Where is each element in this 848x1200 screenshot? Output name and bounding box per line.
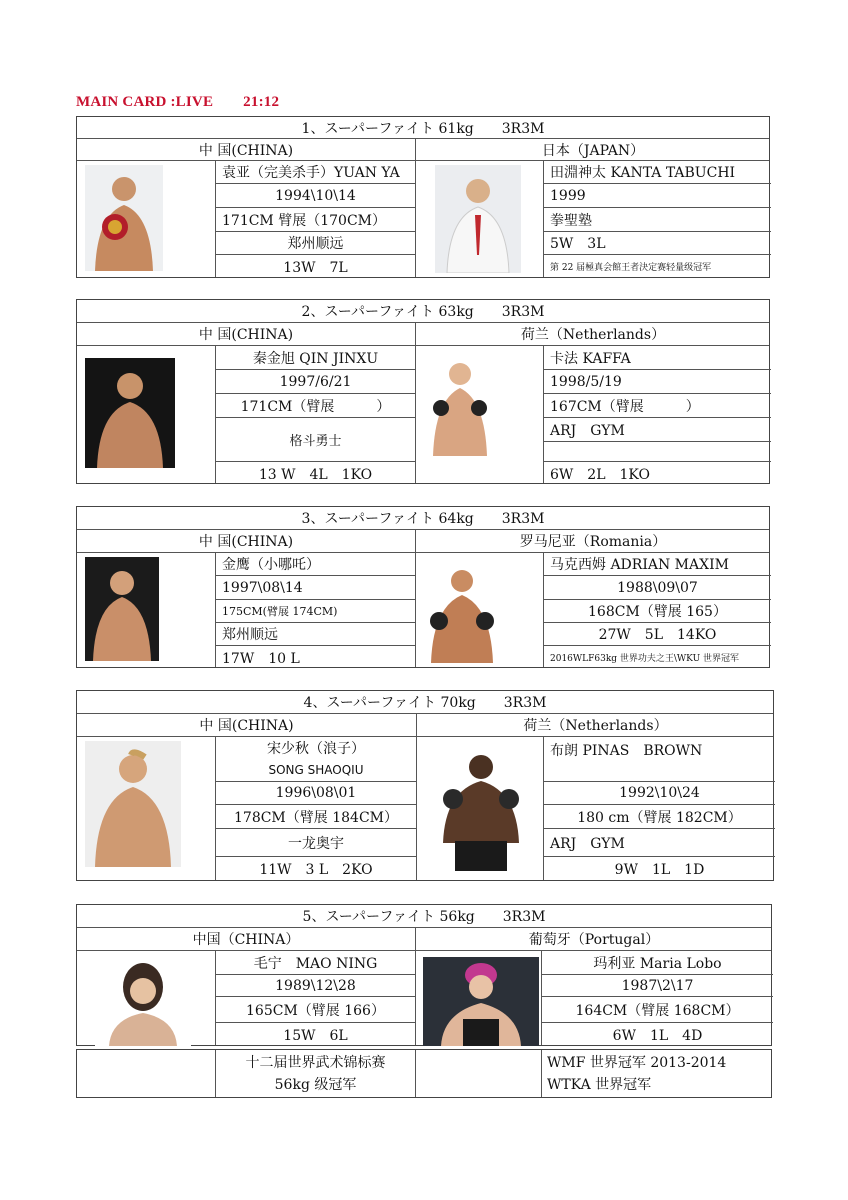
fighter-left-name: 金鹰（小哪吒）: [216, 553, 415, 576]
fighter-photo-left: [85, 741, 181, 867]
right-achievement-line-1: WMF 世界冠军 2013-2014: [547, 1054, 727, 1071]
fighter-right-name: 田淵神太 KANTA TABUCHI: [544, 161, 771, 184]
fighter-photo-left: [85, 165, 163, 271]
fighter-right-gym: 拳聖塾: [544, 208, 771, 232]
fighter-right-name: 玛利亚 Maria Lobo: [542, 951, 773, 975]
country-row: [77, 139, 769, 161]
fighter-right-record: 5W 3L: [544, 232, 771, 255]
country-row: [77, 323, 769, 346]
fighter-right-height: 167CM（臂展 ）: [544, 394, 771, 418]
fighter-photo-right: [425, 559, 499, 663]
fighter-right-spacer: [544, 442, 771, 462]
header-title: MAIN CARD :LIVE: [76, 94, 214, 110]
fighter-left-birth: 1989\12\28: [216, 975, 415, 997]
fighter-left-country: 中 国(CHINA): [198, 142, 294, 159]
fighter-photo-right: [435, 165, 521, 273]
fighter-right-record: 6W 1L 4D: [612, 1028, 703, 1044]
fighter-left-country: 中国（CHINA）: [192, 932, 300, 948]
fighter-left-record: 11W 3 L 2KO: [259, 862, 373, 878]
bout-1: [76, 116, 770, 278]
fighter-left-height: 171CM（臂展 ）: [216, 394, 415, 418]
fighter-photo-left: [95, 957, 191, 1046]
right-achievement-line-2: WTKA 世界冠军: [547, 1076, 652, 1093]
bout-3: [76, 506, 770, 668]
bout-title: 4、スーパーファイト 70kg 3R3M: [77, 691, 773, 714]
fighter-right-birth: 1999: [544, 184, 771, 208]
fighter-photo-right: [425, 352, 495, 456]
fighter-photo-left: [85, 557, 159, 661]
country-row: [77, 530, 769, 553]
fighter-left-height: 178CM（臂展 184CM）: [216, 805, 416, 829]
achievements-row: [76, 1049, 772, 1098]
fighter-right-country: 日本（JAPAN）: [541, 142, 645, 159]
fighter-left-name: 宋少秋（浪子）: [267, 741, 365, 757]
fighter-left-record: 17W 10 L: [222, 650, 300, 667]
left-achievement-line-1: 十二届世界武术锦标赛: [245, 1054, 386, 1071]
fighter-right-record: 27W 5L 14KO: [544, 623, 771, 646]
left-achievement: [216, 1050, 415, 1097]
fighter-left-record: 13W 7L: [283, 259, 348, 276]
fighter-right-record: 6W 2L 1KO: [550, 466, 650, 483]
fighter-left-name: 毛宁 MAO NING: [216, 951, 415, 975]
bout-5: [76, 904, 772, 1046]
fighter-right-birth: 1998/5/19: [544, 370, 771, 394]
fighter-left-country: 中 国(CHINA): [199, 718, 294, 734]
main-card-header: [76, 94, 279, 111]
fighter-right-gym: ARJ GYM: [544, 829, 775, 857]
fighter-left-birth: 1997/6/21: [216, 370, 415, 394]
fighter-right-height: 164CM（臂展 168CM）: [542, 997, 773, 1023]
fighter-left-record: 15W 6L: [283, 1028, 348, 1044]
fighter-right-gym: ARJ GYM: [544, 418, 771, 442]
fighter-left-record: 13 W 4L 1KO: [258, 466, 373, 483]
fighter-right-name: 卡法 KAFFA: [544, 346, 771, 370]
fighter-left-gym: 格斗勇士: [216, 418, 415, 462]
fighter-left-gym: 一龙奥宇: [216, 829, 416, 857]
bout-4: [76, 690, 774, 881]
fighter-photo-right: [429, 743, 533, 871]
left-achievement-line-2: 56kg 级冠军: [274, 1076, 357, 1093]
fighter-left-height: 165CM（臂展 166）: [216, 997, 415, 1023]
fighter-right-country: 荷兰（Netherlands）: [520, 327, 666, 343]
fighter-right-country: 罗马尼亚（Romania）: [519, 534, 667, 550]
fighter-photo-right: [423, 957, 539, 1046]
fighter-right-record: 9W 1L 1D: [614, 862, 705, 878]
fighter-right-country: 荷兰（Netherlands）: [523, 718, 668, 734]
fighter-right-country: 葡萄牙（Portugal）: [528, 932, 660, 948]
header-time: 21:12: [243, 94, 280, 110]
fighter-left-name: 袁亚（完美杀手）YUAN YA: [216, 161, 415, 184]
fighter-left-name: 秦金旭 QIN JINXU: [216, 346, 415, 370]
right-achievement: [547, 1050, 771, 1097]
bout-title: 1、スーパーファイト 61kg 3R3M: [77, 117, 769, 139]
fighter-right-title: 第 22 届極真会館王者決定赛轻量级冠军: [550, 263, 712, 273]
fighter-right-birth: 1992\10\24: [544, 782, 775, 805]
fighter-left-name-en: SONG SHAOQIU: [216, 759, 416, 782]
bout-2: [76, 299, 770, 484]
fighter-right-title: 2016WLF63kg 世界功夫之王\WKU 世界冠军: [550, 654, 740, 664]
fighter-right-height: 168CM（臂展 165）: [544, 600, 771, 623]
fighter-left-birth: 1996\08\01: [216, 782, 416, 805]
fighter-left-birth: 1997\08\14: [216, 576, 415, 600]
bout-title: 3、スーパーファイト 64kg 3R3M: [77, 507, 769, 530]
fighter-left-birth: 1994\10\14: [216, 184, 415, 208]
country-row: [77, 714, 773, 737]
country-row: [77, 928, 771, 951]
fighter-right-birth: 1988\09\07: [544, 576, 771, 600]
fighter-left-country: 中 国(CHINA): [198, 534, 294, 550]
fighter-photo-left: [85, 358, 175, 468]
fighter-left-country: 中 国(CHINA): [198, 327, 294, 343]
fighter-left-height: 171CM 臂展（170CM）: [216, 208, 415, 232]
fighter-right-birth: 1987\2\17: [542, 975, 773, 997]
fighter-right-name: 布朗 PINAS BROWN: [544, 737, 775, 782]
bout-title: 5、スーパーファイト 56kg 3R3M: [77, 905, 771, 928]
bout-title: 2、スーパーファイト 63kg 3R3M: [77, 300, 769, 323]
fighter-right-name: 马克西姆 ADRIAN MAXIM: [544, 553, 771, 576]
fighter-left-gym: 郑州顺远: [216, 623, 415, 646]
fighter-right-height: 180 cm（臂展 182CM）: [544, 805, 775, 829]
fighter-left-gym: 郑州顺远: [216, 232, 415, 255]
fighter-left-height: 175CM(臂展 174CM): [216, 600, 415, 623]
